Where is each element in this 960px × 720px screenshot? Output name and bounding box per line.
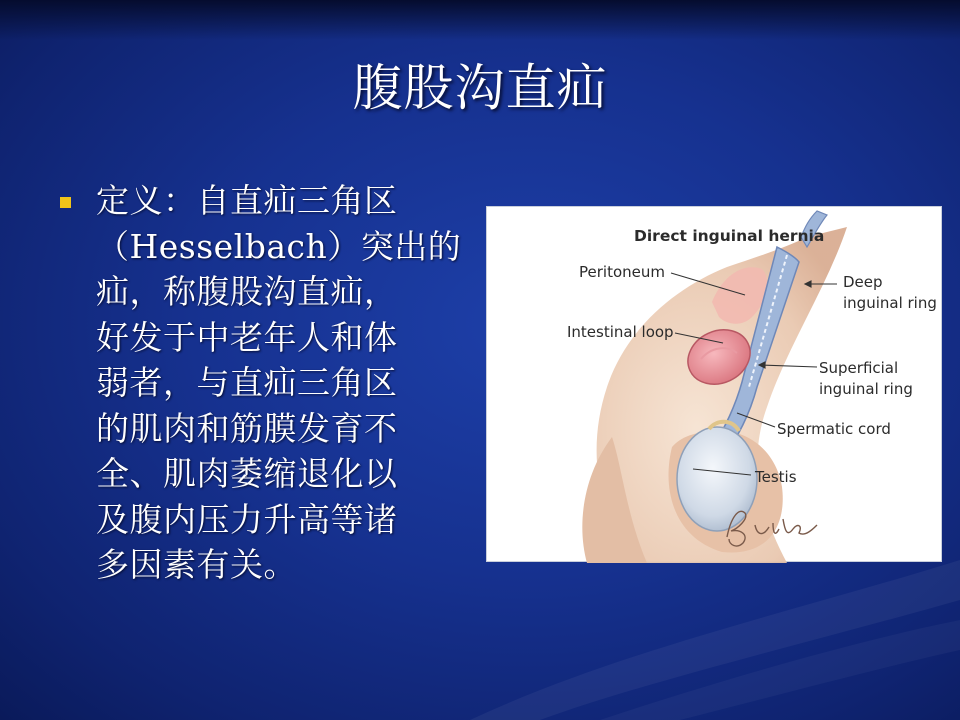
bullet-item (60, 178, 460, 588)
testis-shape (677, 427, 757, 531)
label-deep-ring-line2: inguinal ring (843, 294, 937, 312)
label-testis: Testis (755, 468, 797, 486)
bullet-line: （Hesselbach）突出的 (96, 226, 462, 266)
hernia-illustration (486, 206, 942, 562)
bullet-line: 的肌肉和筋膜发育不 (96, 408, 398, 448)
label-superficial-ring-line2: inguinal ring (819, 380, 913, 398)
bullet-line: 多因素有关。 (96, 545, 297, 584)
bullet-line: 及腹内压力升高等诸 (96, 499, 398, 539)
bullet-line: 好发于中老年人和体 (96, 317, 398, 357)
figure-title: Direct inguinal hernia (634, 227, 825, 245)
bullet-text (96, 178, 462, 588)
bullet-marker (60, 197, 71, 208)
label-peritoneum: Peritoneum (579, 263, 665, 281)
bullet-line: 定义：自直疝三角区 (96, 181, 398, 220)
bullet-line: 弱者，与直疝三角区 (96, 363, 398, 402)
hernia-diagram (487, 207, 943, 563)
label-superficial-ring-line1: Superficial (819, 359, 899, 377)
slide-title: 腹股沟直疝 (352, 59, 608, 117)
label-deep-ring-line1: Deep (843, 273, 883, 291)
bullet-line: 疝，称腹股沟直疝， (96, 272, 398, 311)
label-spermatic-cord: Spermatic cord (777, 420, 891, 438)
label-intestinal-loop: Intestinal loop (567, 323, 674, 341)
bullet-line: 全、肌肉萎缩退化以 (96, 454, 398, 493)
